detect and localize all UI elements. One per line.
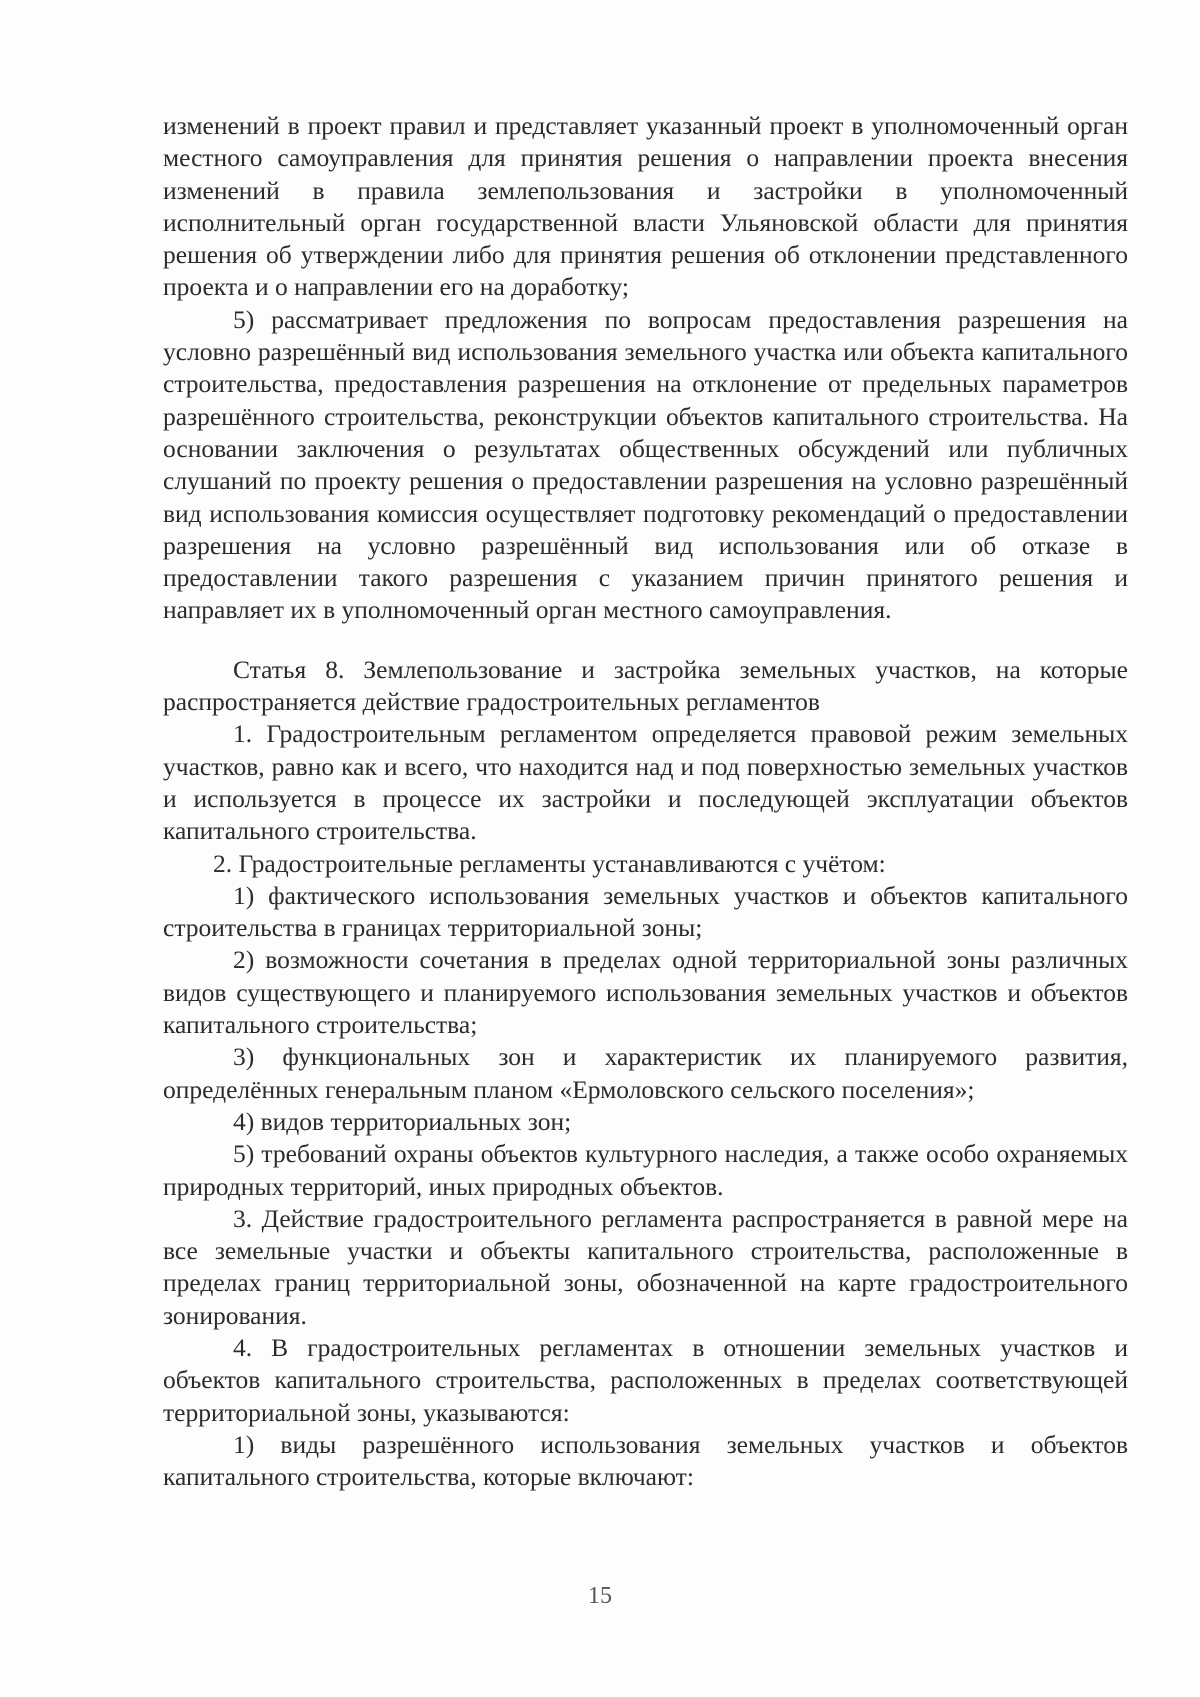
paragraph-clause-4-subitem-1: 1) виды разрешённого использования земельных участков и объектов капитального строительства, которые включают: [163, 1429, 1128, 1492]
paragraph-subitem-4: 4) видов территориальных зон; [233, 1106, 572, 1136]
paragraph-clause-2: 2. Градостроительные регламенты устанавливаются с учётом: [213, 848, 886, 878]
paragraph-gap [163, 627, 1128, 654]
paragraph-continuation: изменений в проект правил и представляет указанный проект в уполномоченный орган местного самоуправления для принятия решения о направлении проекта внесения изменений в правила землепользования и застройки в уполномоченный исполнительный орган государственной власти Ульяновской области для принятия решения об утверждении либо для принятия решения об отклонении представленного проекта и о направлении его на доработку; [163, 111, 1128, 302]
paragraph-clause-1: 1. Градостроительным регламентом определяется правовой режим земельных участков, равно как и всего, что находится над и под поверхностью земельных участков и используется в процессе их застройки и последующей эксплуатации объектов капитального строительства. [163, 719, 1128, 846]
paragraph-subitem-3: 3) функциональных зон и характеристик их планируемого развития, определённых генеральным планом «Ермоловского сельского поселения»; [163, 1042, 1128, 1104]
paragraph-subitem-2: 2) возможности сочетания в пределах одной территориальной зоны различных видов существующего и планируемого использования земельных участков и объектов капитального строительства; [163, 945, 1128, 1040]
paragraph-item-5: 5) рассматривает предложения по вопросам предоставления разрешения на условно разрешённый вид использования земельного участка или объекта капитального строительства, предоставления разрешения на отклонение от предельных параметров разрешённого строительства, реконструкции объектов капитального строительства. На основании заключения о результатах общественных обсуждений или публичных слушаний по проекту решения о предоставлении разрешения на условно разрешённый вид использования комиссия осуществляет подготовку рекомендаций о предоставлении разрешения на условно разрешённый вид использования или об отказе в предоставлении такого разрешения с указанием причин принятого решения и направляет их в уполномоченный орган местного самоуправления. [163, 304, 1128, 625]
page-number: 15 [588, 1583, 612, 1609]
document-body [163, 110, 1128, 1493]
paragraph-subitem-1: 1) фактического использования земельных участков и объектов капитального строительства в границах территориальной зоны; [163, 880, 1128, 943]
article-heading: Статья 8. Землепользование и застройка земельных участков, на которые распространяется действие градостроительных регламентов [163, 654, 1128, 717]
paragraph-clause-3: 3. Действие градостроительного регламента распространяется в равной мере на все земельные участки и объекты капитального строительства, расположенные в пределах границ территориальной зоны, обозначенной на карте градостроительного зонирования. [163, 1203, 1128, 1330]
paragraph-clause-4: 4. В градостроительных регламентах в отношении земельных участков и объектов капитального строительства, расположенных в пределах соответствующей территориальной зоны, указываются: [163, 1332, 1128, 1427]
paragraph-subitem-5: 5) требований охраны объектов культурного наследия, а также особо охраняемых природных территорий, иных природных объектов. [163, 1139, 1128, 1201]
